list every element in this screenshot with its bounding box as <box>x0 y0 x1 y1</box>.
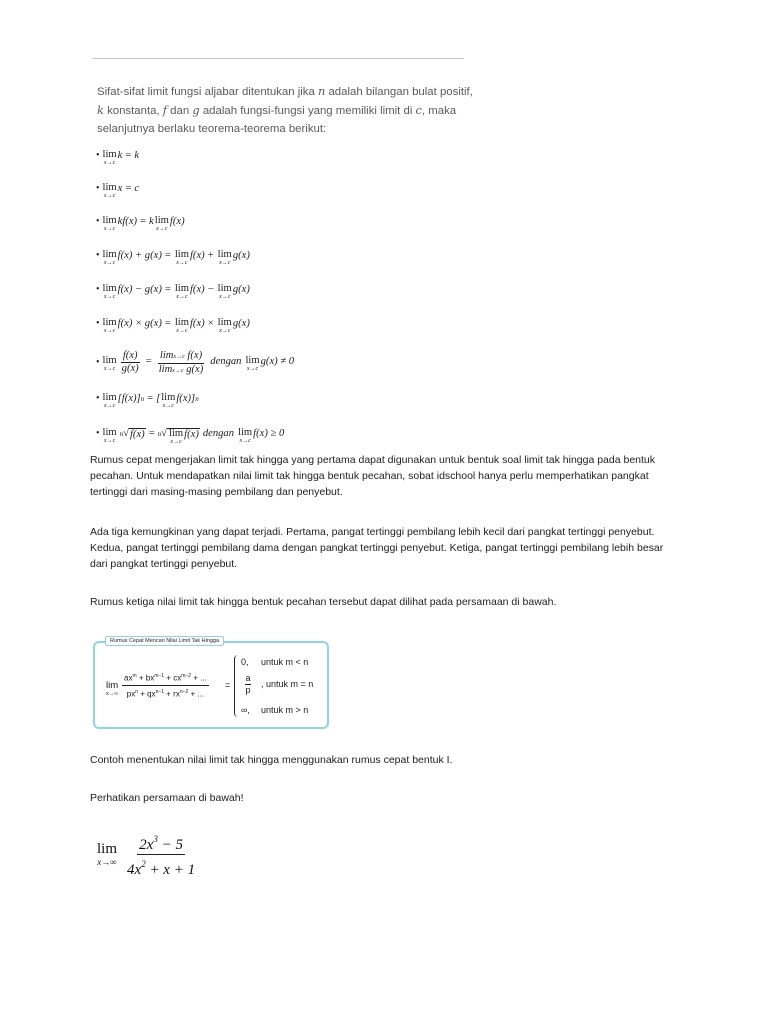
lim-sub: x→c <box>103 328 116 334</box>
lim-text: lim <box>217 317 232 328</box>
quotient-fraction <box>120 350 141 375</box>
lim-text: lim <box>169 428 184 439</box>
rule-lhs: [f(x)] <box>117 393 141 404</box>
case-value: 0, <box>241 657 249 667</box>
lim-operator <box>218 318 232 335</box>
rule-lhs: kf(x) <box>117 216 138 227</box>
term: + ... <box>188 689 205 699</box>
exponent: m−1 <box>154 673 165 679</box>
lim-operator <box>106 681 118 697</box>
lim-sub: x→c <box>103 366 116 372</box>
lim-sub: x→c <box>246 366 259 372</box>
lim-sub: x→c <box>162 403 174 409</box>
lim-sub: x→c <box>172 368 184 374</box>
case-condition: untuk m > n <box>261 705 309 715</box>
rule-lhs: f(x) × g(x) <box>117 318 162 329</box>
lim-operator <box>103 356 117 373</box>
operator: × <box>207 318 214 329</box>
equals: = <box>164 284 171 295</box>
limit-rule-power <box>96 393 199 413</box>
equals: = <box>164 250 171 261</box>
equals: = <box>140 216 147 227</box>
lim-operator <box>103 150 117 167</box>
lim-text: lim <box>159 350 174 361</box>
lim-text: lim <box>102 149 117 160</box>
case-condition: untuk m < n <box>261 657 309 667</box>
denominator <box>125 686 206 701</box>
quotient-limit-fraction <box>157 350 206 377</box>
term: 2x <box>139 837 154 853</box>
rule-lhs: f(x) + g(x) <box>117 250 162 261</box>
intro-text: dan <box>167 105 193 117</box>
lim-sub: x→∞ <box>106 691 119 697</box>
rule-term: f(x) <box>189 250 205 261</box>
lim-operator <box>103 284 117 301</box>
lim-operator <box>245 356 259 373</box>
lim-text: lim <box>217 249 232 260</box>
equals: = <box>125 150 132 161</box>
lim-text: lim <box>161 392 176 403</box>
rule-term: f(x) <box>189 284 205 295</box>
lim-sub: x→c <box>103 403 116 409</box>
lim-term: g(x) <box>186 364 204 375</box>
denominator: p <box>245 685 251 695</box>
rule-rhs: k <box>134 150 140 161</box>
limit-rule-product <box>96 318 250 338</box>
polynomial-fraction <box>122 670 209 700</box>
dengan-text: dengan <box>202 428 235 439</box>
paragraph-tiga-kemungkinan: Ada tiga kemungkinan yang dapat terjadi. Pertama, pangat tertinggi pembilang lebih kecil dari pangkat tertinggi penyebut. Kedua, pangat tertinggi pembilang dama dengan pangkat tertinggi penyebut. Ketiga, pangat tertinggi pembilang lebih besar dari pangkat tertinggi penyebut. <box>90 526 664 570</box>
lim-operator <box>103 428 117 445</box>
comma: , <box>261 678 264 689</box>
lim-operator <box>103 183 117 200</box>
case-m-greater-n <box>241 705 308 715</box>
exponent: n <box>195 395 199 403</box>
top-divider <box>92 58 464 59</box>
lim-operator <box>175 318 189 335</box>
rule-rhs: f(x) <box>184 429 199 440</box>
term: + x + 1 <box>145 862 196 878</box>
equals: = <box>125 183 132 194</box>
lim-text: lim <box>154 215 169 226</box>
lim-sub: x→c <box>170 439 182 445</box>
lim-text: lim <box>174 283 189 294</box>
dengan-text: dengan <box>210 356 242 367</box>
exponent: n−2 <box>179 688 189 695</box>
denominator <box>157 364 206 377</box>
var-f: f <box>162 103 168 117</box>
var-n: n <box>317 84 326 98</box>
lim-text: lim <box>174 249 189 260</box>
term: + cx <box>164 673 182 683</box>
lim-sub: x→c <box>219 328 231 334</box>
rule-condition: g(x) ≠ 0 <box>260 356 295 367</box>
lim-text: lim <box>158 364 173 375</box>
bullet: • <box>96 183 100 194</box>
numerator: f(x) <box>122 350 138 361</box>
limit-rule-constant <box>96 150 139 170</box>
exponent: 3 <box>153 834 158 844</box>
exponent: n <box>140 395 145 403</box>
limit-rule-identity <box>96 183 139 203</box>
lim-text: lim <box>102 182 117 193</box>
lim-operator <box>103 393 117 410</box>
denominator: g(x) <box>121 363 139 374</box>
term: ax <box>124 673 133 683</box>
rule-condition: f(x) ≥ 0 <box>253 428 285 439</box>
rule-lhs: k <box>117 150 123 161</box>
term: + bx <box>136 673 155 683</box>
lim-operator <box>103 250 117 267</box>
lim-sub: x→c <box>176 294 188 300</box>
rule-const: k <box>149 216 154 227</box>
lim-operator <box>218 284 232 301</box>
root-radicand <box>167 428 200 446</box>
root-index: n <box>119 430 124 438</box>
bullet: • <box>96 428 100 439</box>
lim-operator <box>175 250 189 267</box>
lim-operator <box>238 428 252 445</box>
limit-rule-quotient <box>96 350 294 380</box>
operator: − <box>207 284 214 295</box>
lim-text: lim <box>174 317 189 328</box>
equals: = <box>225 680 231 690</box>
intro-text: konstanta, <box>103 105 163 117</box>
lim-operator <box>169 429 183 446</box>
operator: + <box>207 250 214 261</box>
term: 4x <box>127 862 142 878</box>
lim-text: lim <box>102 355 117 366</box>
lim-text: lim <box>102 249 117 260</box>
case-brace <box>234 655 240 717</box>
lim-sub: x→c <box>173 354 185 360</box>
case-m-equal-n <box>241 673 313 696</box>
lim-sub: x→c <box>103 226 116 232</box>
intro-text: Sifat-sifat limit fungsi aljabar ditentukan jika <box>97 86 318 98</box>
rule-lhs: x <box>117 183 123 194</box>
lim-sub: x→c <box>103 438 116 444</box>
exponent: m−2 <box>181 673 192 679</box>
intro-paragraph <box>97 82 477 138</box>
rule-rhs: f(x)] <box>176 393 196 404</box>
case-fraction <box>241 673 255 696</box>
bullet: • <box>96 250 100 261</box>
lim-operator <box>218 250 232 267</box>
lim-operator <box>175 284 189 301</box>
intro-text: adalah fungsi-fungsi yang memiliki limit di <box>199 105 416 117</box>
intro-text: , maka selanjutnya berlaku teorema-teorema berikut: <box>97 105 457 135</box>
lim-sub: x→c <box>239 438 251 444</box>
rule-term: g(x) <box>232 250 250 261</box>
example-limit-equation <box>96 830 199 879</box>
root-index: n <box>157 430 162 438</box>
rule-lhs: f(x) <box>129 429 145 440</box>
lim-sub: x→c <box>156 226 168 232</box>
lim-text: lim <box>217 283 232 294</box>
case-m-less-n <box>241 657 308 667</box>
formula-box <box>93 638 329 729</box>
lim-text: lim <box>102 427 117 438</box>
lim-operator <box>155 216 169 233</box>
numerator <box>137 830 185 855</box>
limit-rule-root <box>96 428 284 448</box>
lim-sub: x→c <box>103 193 116 199</box>
limit-rule-scalar <box>96 216 185 236</box>
var-c: c <box>415 103 422 117</box>
paragraph-contoh: Contoh menentukan nilai limit tak hingga menggunakan rumus cepat bentuk I. <box>90 754 453 766</box>
lim-operator <box>161 393 175 410</box>
bullet: • <box>96 150 100 161</box>
lim-sub: x→∞ <box>97 857 117 867</box>
example-fraction <box>125 830 197 879</box>
lim-operator <box>103 318 117 335</box>
root-sign: √ <box>123 428 129 439</box>
rule-rhs: c <box>134 183 140 194</box>
equals: = <box>148 428 155 439</box>
denominator <box>125 855 197 879</box>
lim-sub: x→c <box>103 260 116 266</box>
term: + ... <box>191 673 207 683</box>
rule-term: g(x) <box>232 284 250 295</box>
lim-text: lim <box>238 427 253 438</box>
equals: = <box>145 356 152 367</box>
exponent: n−1 <box>155 688 165 695</box>
var-g: g <box>192 103 200 117</box>
bullet: • <box>96 393 100 404</box>
var-k: k <box>97 103 104 117</box>
rule-lhs: f(x) − g(x) <box>117 284 162 295</box>
numerator <box>158 350 204 364</box>
rule-rhs: f(x) <box>169 216 185 227</box>
exponent: 2 <box>141 859 146 869</box>
lim-sub: x→c <box>103 160 116 166</box>
bracket: [ <box>156 393 161 404</box>
bullet: • <box>96 216 100 227</box>
lim-sub: x→c <box>176 260 188 266</box>
bullet: • <box>96 357 100 368</box>
lim-text: lim <box>102 215 117 226</box>
lim-term: f(x) <box>187 350 203 361</box>
lim-text: lim <box>245 355 260 366</box>
intro-text: adalah bilangan bulat positif, <box>325 86 473 98</box>
exponent: m <box>132 673 137 679</box>
term: px <box>126 689 136 699</box>
bullet: • <box>96 284 100 295</box>
numerator: a <box>245 673 251 683</box>
lim-sub: x→c <box>176 328 188 334</box>
numerator <box>122 670 209 686</box>
bullet: • <box>96 318 100 329</box>
paragraph-rumus-ketiga: Rumus ketiga nilai limit tak hingga bentuk pecahan tersebut dapat dilihat pada persamaan di bawah. <box>90 596 557 608</box>
lim-operator <box>97 841 117 868</box>
paragraph-rumus-cepat: Rumus cepat mengerjakan limit tak hingga yang pertama dapat digunakan untuk bentuk soal limit tak hingga pada bentuk pecahan. Untuk mendapatkan nilai limit tak hingga bentuk pecahan, sobat idschool hanya perlu memperhatikan pangkat tertinggi dari masing-masing pembilang dan penyebut. <box>90 454 656 498</box>
root-sign: √ <box>161 428 167 439</box>
lim-text: lim <box>106 680 119 691</box>
exponent: n <box>135 688 138 695</box>
case-condition: untuk m = n <box>266 678 314 689</box>
lim-text: lim <box>97 841 118 857</box>
term: + qx <box>137 689 156 699</box>
formula-box-title: Rumus Cepat Mencari Nilai Limit Tak Hingga <box>105 636 224 646</box>
limit-rule-difference <box>96 284 250 304</box>
rule-term: g(x) <box>232 318 250 329</box>
rule-term: f(x) <box>189 318 205 329</box>
term: + rx <box>164 689 180 699</box>
lim-sub: x→c <box>219 294 231 300</box>
equals: = <box>164 318 171 329</box>
lim-sub: x→c <box>103 294 116 300</box>
paragraph-perhatikan: Perhatikan persamaan di bawah! <box>90 792 244 804</box>
limit-rule-sum <box>96 250 250 270</box>
lim-text: lim <box>102 392 117 403</box>
case-value: ∞, <box>241 705 250 715</box>
lim-operator <box>103 216 117 233</box>
lim-sub: x→c <box>219 260 231 266</box>
lim-text: lim <box>102 283 117 294</box>
term: − 5 <box>157 837 183 853</box>
equals: = <box>147 393 154 404</box>
lim-text: lim <box>102 317 117 328</box>
